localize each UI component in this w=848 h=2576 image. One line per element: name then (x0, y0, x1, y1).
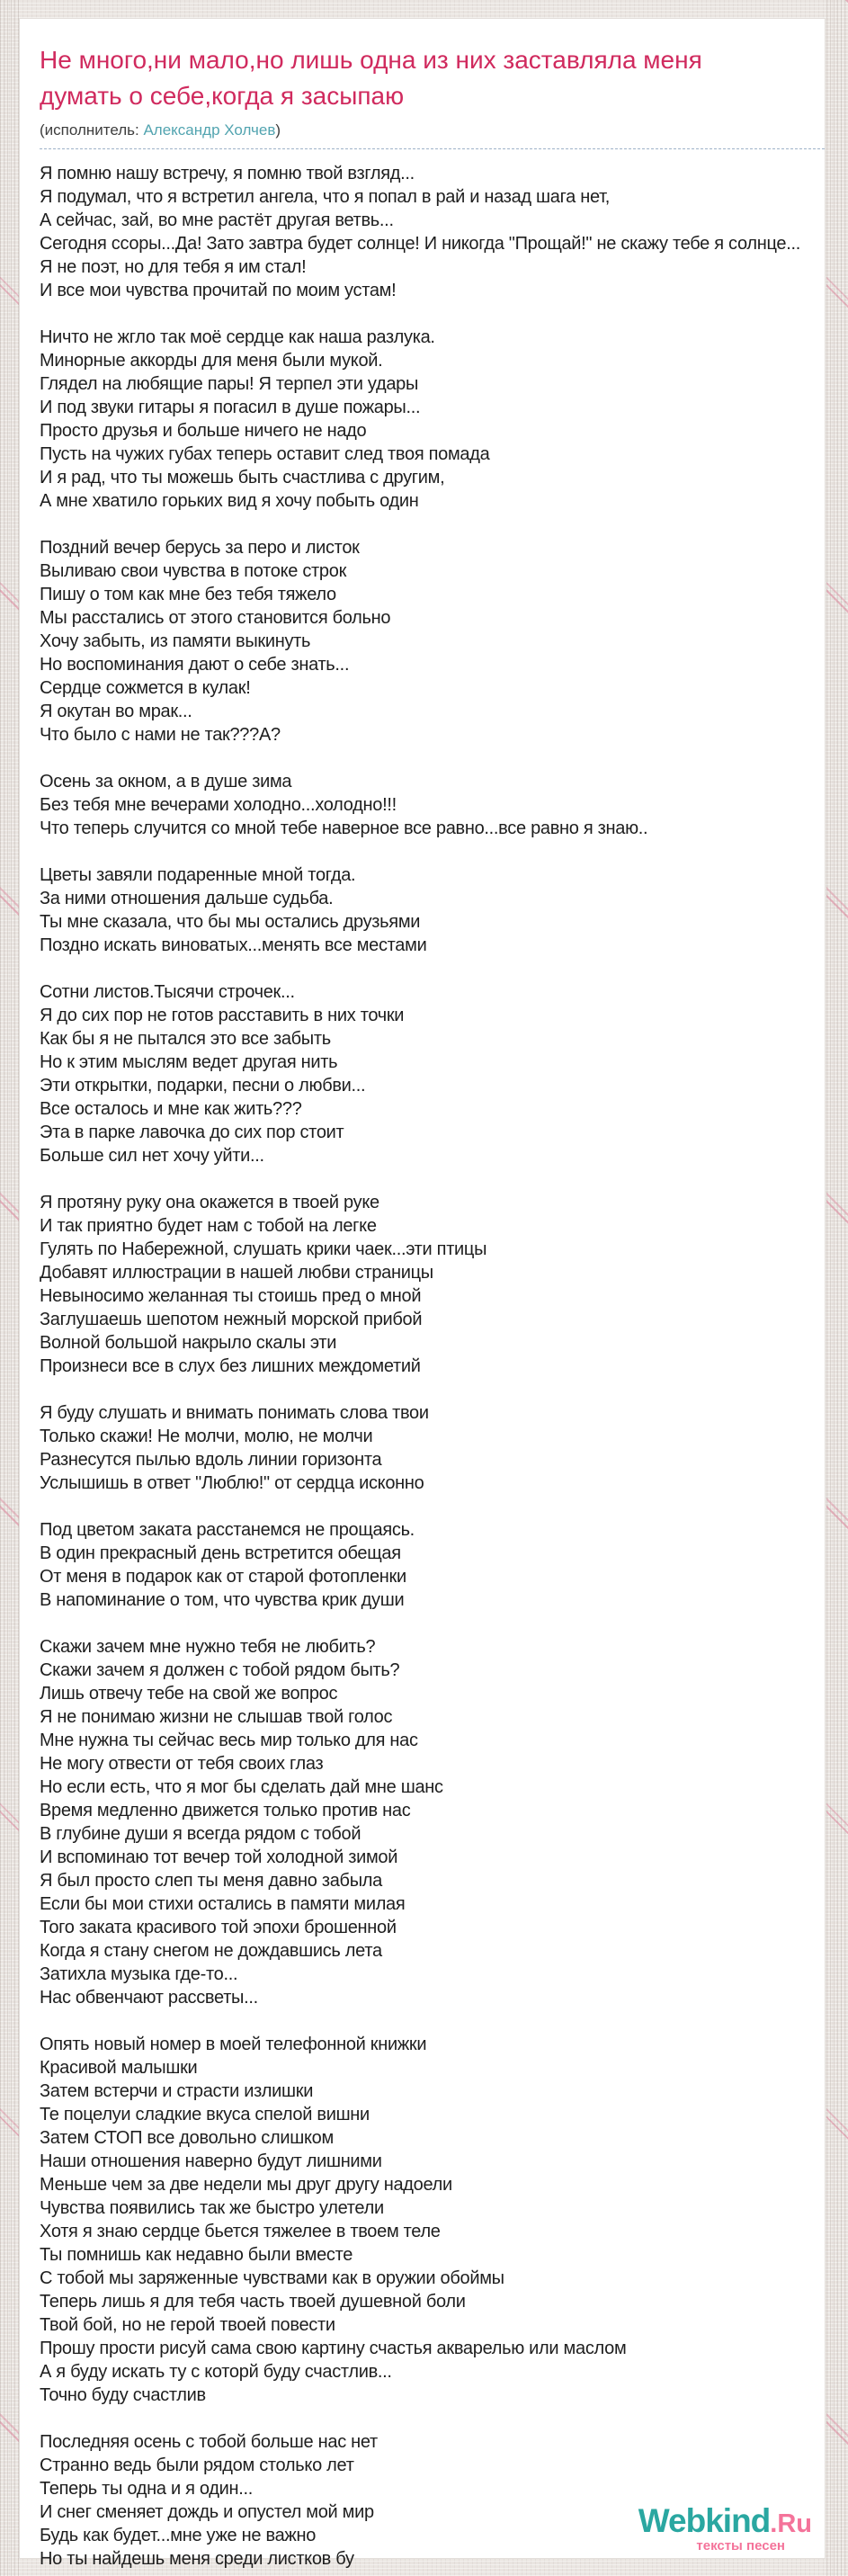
lyric-line: Меньше чем за две недели мы друг другу надоели (40, 2175, 452, 2195)
stanza (40, 2033, 825, 2407)
artist-link[interactable]: Александр Холчев (143, 121, 276, 139)
lyric-line: В один прекрасный день встретится обещая (40, 1543, 401, 1563)
lyric-line: Я помню нашу встречу, я помню твой взгляд... (40, 164, 415, 183)
lyric-line: Чувства появились так же быстро улетели (40, 2198, 384, 2218)
lyric-line: Сотни листов.Тысячи строчек... (40, 982, 295, 1002)
lyric-line: Гулять по Набережной, слушать крики чаек...эти птицы (40, 1239, 487, 1259)
stanza (40, 1635, 825, 2009)
lyrics-card (19, 18, 826, 2569)
lyric-line: Теперь ты одна и я один... (40, 2479, 253, 2499)
lyric-line: Затихла музыка где-то... (40, 1964, 238, 1984)
lyric-line: Я подумал, что я встретил ангела, что я попал в рай и назад шага нет, (40, 187, 611, 207)
lyric-line: Затем встерчи и страсти излишки (40, 2081, 314, 2101)
lyric-line: Мне нужна ты сейчас весь мир только для нас (40, 1731, 418, 1750)
lyric-line: Глядел на любящие пары! Я терпел эти удары (40, 374, 419, 394)
lyric-line: Эта в парке лавочка до сих пор стоит (40, 1123, 344, 1142)
lyric-line: Я не понимаю жизни не слышав твой голос (40, 1707, 393, 1727)
lyric-line: Поздний вечер берусь за перо и листок (40, 538, 360, 558)
artist-prefix-label: (исполнитель: (40, 121, 144, 139)
lyric-line: Лишь отвечу тебе на свой же вопрос (40, 1684, 338, 1704)
lyric-line: Время медленно движется только против нас (40, 1801, 411, 1820)
lyric-line: Ты мне сказала, что бы мы остались друзьями (40, 912, 421, 932)
lyric-line: Теперь лишь я для тебя часть твоей душевной боли (40, 2292, 466, 2312)
lyric-line: Что было с нами не так???А? (40, 725, 281, 745)
lyric-line: Скажи зачем я должен с тобой рядом быть? (40, 1660, 400, 1680)
lyric-line: Пишу о том как мне без тебя тяжело (40, 585, 336, 604)
lyric-line: Точно буду счастлив (40, 2385, 206, 2405)
lyric-line: Но к этим мыслям ведет другая нить (40, 1052, 338, 1072)
lyric-line: Твой бой, но не герой твоей повести (40, 2315, 335, 2335)
lyric-line: И все мои чувства прочитай по моим устам! (40, 281, 397, 300)
lyric-line: Без тебя мне вечерами холодно...холодно!!! (40, 795, 397, 815)
lyric-line: Если бы мои стихи остались в памяти милая (40, 1894, 406, 1914)
stanza (40, 162, 825, 302)
lyric-line: Ты помнишь как недавно были вместе (40, 2245, 353, 2265)
lyric-line: Я был просто слеп ты меня давно забыла (40, 1871, 382, 1891)
lyric-line: Больше сил нет хочу уйти... (40, 1146, 264, 1166)
lyric-line: Пусть на чужих губах теперь оставит след твоя помада (40, 444, 490, 464)
webkind-logo-link[interactable] (638, 2504, 812, 2553)
lyric-line: В напоминание о том, что чувства крик души (40, 1590, 405, 1610)
lyric-line: Но воспоминания дают о себе знать... (40, 655, 350, 675)
lyric-line: Только скажи! Не молчи, молю, не молчи (40, 1427, 373, 1446)
lyric-line: Минорные аккорды для меня были мукой. (40, 351, 383, 371)
lyric-line: А я буду искать ту с которй буду счастлив... (40, 2362, 392, 2382)
lyric-line: Я протяну руку она окажется в твоей руке (40, 1193, 379, 1212)
lyric-line: Последняя осень с тобой больше нас нет (40, 2432, 378, 2452)
artist-row (40, 121, 825, 149)
lyric-line: Но ты найдешь меня среди листков бу (40, 2549, 354, 2569)
lyric-line: Но если есть, что я мог бы сделать дай мне шанс (40, 1777, 443, 1797)
lyric-line: За ними отношения дальше судьба. (40, 889, 334, 908)
lyric-line: А мне хватило горьких вид я хочу побыть один (40, 491, 419, 511)
webkind-logo-domain: .Ru (770, 2509, 812, 2538)
lyric-line: И под звуки гитары я погасил в душе пожары... (40, 398, 421, 417)
lyric-line: Не могу отвести от тебя своих глаз (40, 1754, 324, 1774)
lyric-line: Сегодня ссоры...Да! Зато завтра будет солнце! И никогда "Прощай!" не скажу тебе я солнце... (40, 234, 800, 254)
lyric-line: С тобой мы заряженные чувствами как в оружии обоймы (40, 2268, 504, 2288)
lyric-line: Волной большой накрыло скалы эти (40, 1333, 337, 1353)
lyric-line: Те поцелуи сладкие вкуса спелой вишни (40, 2105, 370, 2124)
artist-suffix-label: ) (275, 121, 281, 139)
stanza (40, 863, 825, 957)
lyric-line: Я не поэт, но для тебя я им стал! (40, 257, 307, 277)
lyric-line: Осень за окном, а в душе зима (40, 772, 292, 792)
lyric-line: Как бы я не пытался это все забыть (40, 1029, 331, 1049)
stanza (40, 1191, 825, 1378)
stanza (40, 770, 825, 840)
lyric-line: Наши отношения наверно будут лишними (40, 2151, 382, 2171)
lyric-line: И вспоминаю тот вечер той холодной зимой (40, 1847, 398, 1867)
stanza (40, 536, 825, 747)
lyric-line: Невыносимо желанная ты стоишь пред о мной (40, 1286, 422, 1306)
lyric-line: Когда я стану снегом не дождавшись лета (40, 1941, 382, 1961)
lyric-line: Того заката красивого той эпохи брошенной (40, 1918, 397, 1937)
stanza (40, 326, 825, 513)
lyric-line: Будь как будет...мне уже не важно (40, 2526, 317, 2545)
lyric-line: Выливаю свои чувства в потоке строк (40, 561, 347, 581)
lyric-line: Мы расстались от этого становится больно (40, 608, 391, 628)
lyric-line: Я до сих пор не готов расставить в них точки (40, 1006, 405, 1025)
lyric-line: Под цветом заката расстанемся не прощаясь. (40, 1520, 415, 1540)
lyric-line: Хотя я знаю сердце бьется тяжелее в твоем теле (40, 2222, 441, 2241)
lyric-line: Сердце сожмется в кулак! (40, 678, 251, 698)
lyric-line: Заглушаешь шепотом нежный морской прибой (40, 1310, 423, 1329)
lyric-line: Что теперь случится со мной тебе наверное все равно...все равно я знаю.. (40, 818, 648, 838)
lyrics (40, 162, 825, 2571)
lyric-line: Все осталось и мне как жить??? (40, 1099, 302, 1119)
lyric-line: Странно ведь были рядом столько лет (40, 2455, 354, 2475)
lyric-line: Прошу прости рисуй сама свою картину счастья акварелью или маслом (40, 2339, 627, 2358)
lyric-line: Затем СТОП все довольно слишком (40, 2128, 334, 2148)
lyric-line: Хочу забыть, из памяти выкинуть (40, 631, 311, 651)
lyric-line: Я окутан во мрак... (40, 702, 192, 721)
lyric-line: Добавят иллюстрации в нашей любви страницы (40, 1263, 433, 1283)
lyric-line: Скажи зачем мне нужно тебя не любить? (40, 1637, 376, 1657)
lyric-line: Разнесутся пылью вдоль линии горизонта (40, 1450, 382, 1470)
webkind-logo-tagline: тексты песен (696, 2538, 785, 2554)
lyric-line: Цветы завяли подаренные мной тогда. (40, 865, 356, 885)
lyric-line: От меня в подарок как от старой фотопленки (40, 1567, 406, 1587)
lyric-line: И так приятно будет нам с тобой на легке (40, 1216, 377, 1236)
stanza (40, 1401, 825, 1495)
lyric-line: Услышишь в ответ "Люблю!" от сердца исконно (40, 1473, 424, 1493)
page-title: Не много,ни мало,но лишь одна из них заставляла меня думать о себе,когда я засыпаю (40, 46, 702, 110)
lyric-line: И я рад, что ты можешь быть счастлива с другим, (40, 468, 445, 487)
lyric-line: А сейчас, зай, во мне растёт другая ветвь... (40, 210, 394, 230)
lyric-line: Просто друзья и больше ничего не надо (40, 421, 367, 441)
lyric-line: Эти открытки, подарки, песни о любви... (40, 1076, 366, 1096)
lyric-line: Опять новый номер в моей телефонной книжки (40, 2035, 427, 2054)
stanza (40, 1518, 825, 1612)
webkind-logo-text: Webkind (638, 2502, 771, 2539)
lyric-line: И снег сменяет дождь и опустел мой мир (40, 2502, 374, 2522)
lyric-line: Произнеси все в слух без лишних междометий (40, 1356, 421, 1376)
right-margin-texture (826, 0, 848, 2576)
stanza (40, 980, 825, 1167)
lyric-line: Нас обвенчают рассветы... (40, 1988, 258, 2008)
lyric-line: Красивой малышки (40, 2058, 198, 2078)
left-margin-texture (0, 0, 19, 2576)
lyric-line: Поздно искать виноватых...менять все местами (40, 935, 427, 955)
lyric-line: В глубине души я всегда рядом с тобой (40, 1824, 362, 1844)
lyric-line: Ничто не жгло так моё сердце как наша разлука. (40, 327, 435, 347)
lyric-line: Я буду слушать и внимать понимать слова твои (40, 1403, 429, 1423)
